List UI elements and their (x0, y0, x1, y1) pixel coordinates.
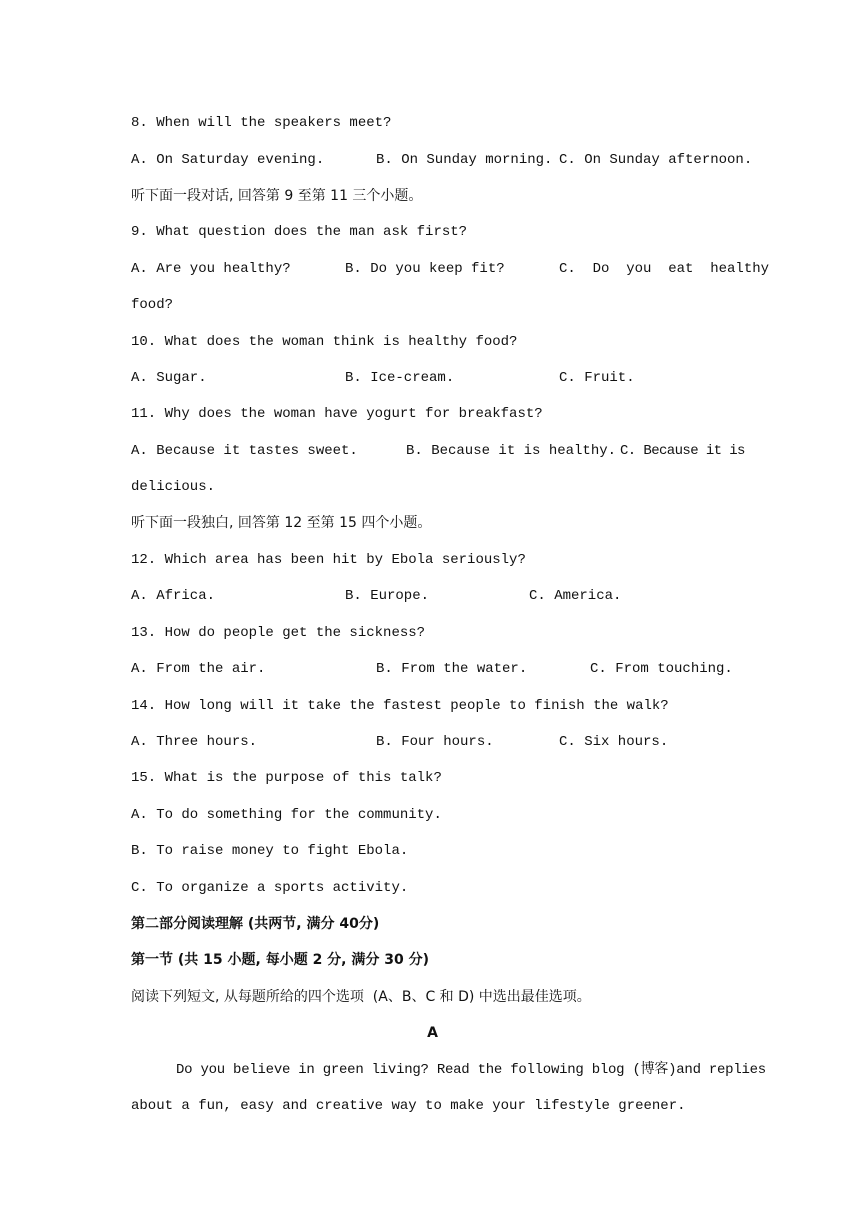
passage-paragraph-line-1: Do you believe in green living? Read the following blog (博客)and replies (176, 1062, 766, 1078)
question-11-option-b: B. Because it is healthy. (406, 443, 617, 459)
passage-paragraph-line-2: about a fun, easy and creative way to make your lifestyle greener. (131, 1098, 686, 1114)
question-9-stem: 9. What question does the man ask first? (131, 224, 468, 240)
passage-label: A (427, 1025, 438, 1041)
question-9-option-c-continued: food? (131, 297, 174, 313)
reading-instructions: 阅读下列短文, 从每题所给的四个选项 (A、B、C 和 D) 中选出最佳选项。 (131, 989, 591, 1005)
question-10-option-b: B. Ice-cream. (345, 370, 455, 386)
question-8-option-a: A. On Saturday evening. (131, 152, 325, 168)
section-1-title: 第一节 (共 15 小题, 每小题 2 分, 满分 30 分) (131, 952, 430, 968)
question-14-option-a: A. Three hours. (131, 734, 258, 750)
question-12-option-c: C. America. (529, 588, 622, 604)
question-12-option-b: B. Europe. (345, 588, 430, 604)
intro-questions-9-11: 听下面一段对话, 回答第 9 至第 11 三个小题。 (131, 188, 423, 204)
question-11-option-a: A. Because it tastes sweet. (131, 443, 358, 459)
question-12-stem: 12. Which area has been hit by Ebola seriously? (131, 552, 526, 568)
question-8-stem: 8. When will the speakers meet? (131, 115, 392, 131)
question-14-option-b: B. Four hours. (376, 734, 494, 750)
question-9-option-a: A. Are you healthy? (131, 261, 291, 277)
question-10-option-a: A. Sugar. (131, 370, 207, 386)
question-15-stem: 15. What is the purpose of this talk? (131, 770, 442, 786)
question-11-option-c-continued: delicious. (131, 479, 216, 495)
intro-questions-12-15: 听下面一段独白, 回答第 12 至第 15 四个小题。 (131, 515, 432, 531)
question-15-option-b: B. To raise money to fight Ebola. (131, 843, 409, 859)
question-8-option-b: B. On Sunday morning. (376, 152, 553, 168)
question-10-option-c: C. Fruit. (559, 370, 635, 386)
question-9-option-c: C. Do you eat healthy (559, 261, 770, 277)
question-15-option-c: C. To organize a sports activity. (131, 880, 409, 896)
question-13-option-b: B. From the water. (376, 661, 528, 677)
question-8-option-c: C. On Sunday afternoon. (559, 152, 753, 168)
question-9-option-b: B. Do you keep fit? (345, 261, 505, 277)
question-14-stem: 14. How long will it take the fastest people to finish the walk? (131, 698, 669, 714)
question-13-option-c: C. From touching. (590, 661, 733, 677)
question-14-option-c: C. Six hours. (559, 734, 669, 750)
question-13-stem: 13. How do people get the sickness? (131, 625, 426, 641)
question-12-option-a: A. Africa. (131, 588, 216, 604)
question-15-option-a: A. To do something for the community. (131, 807, 442, 823)
question-11-stem: 11. Why does the woman have yogurt for breakfast? (131, 406, 543, 422)
question-11-option-c: C. Because it is (620, 443, 745, 459)
part-2-title: 第二部分阅读理解 (共两节, 满分 40分) (131, 916, 380, 932)
question-10-stem: 10. What does the woman think is healthy food? (131, 334, 518, 350)
question-13-option-a: A. From the air. (131, 661, 266, 677)
